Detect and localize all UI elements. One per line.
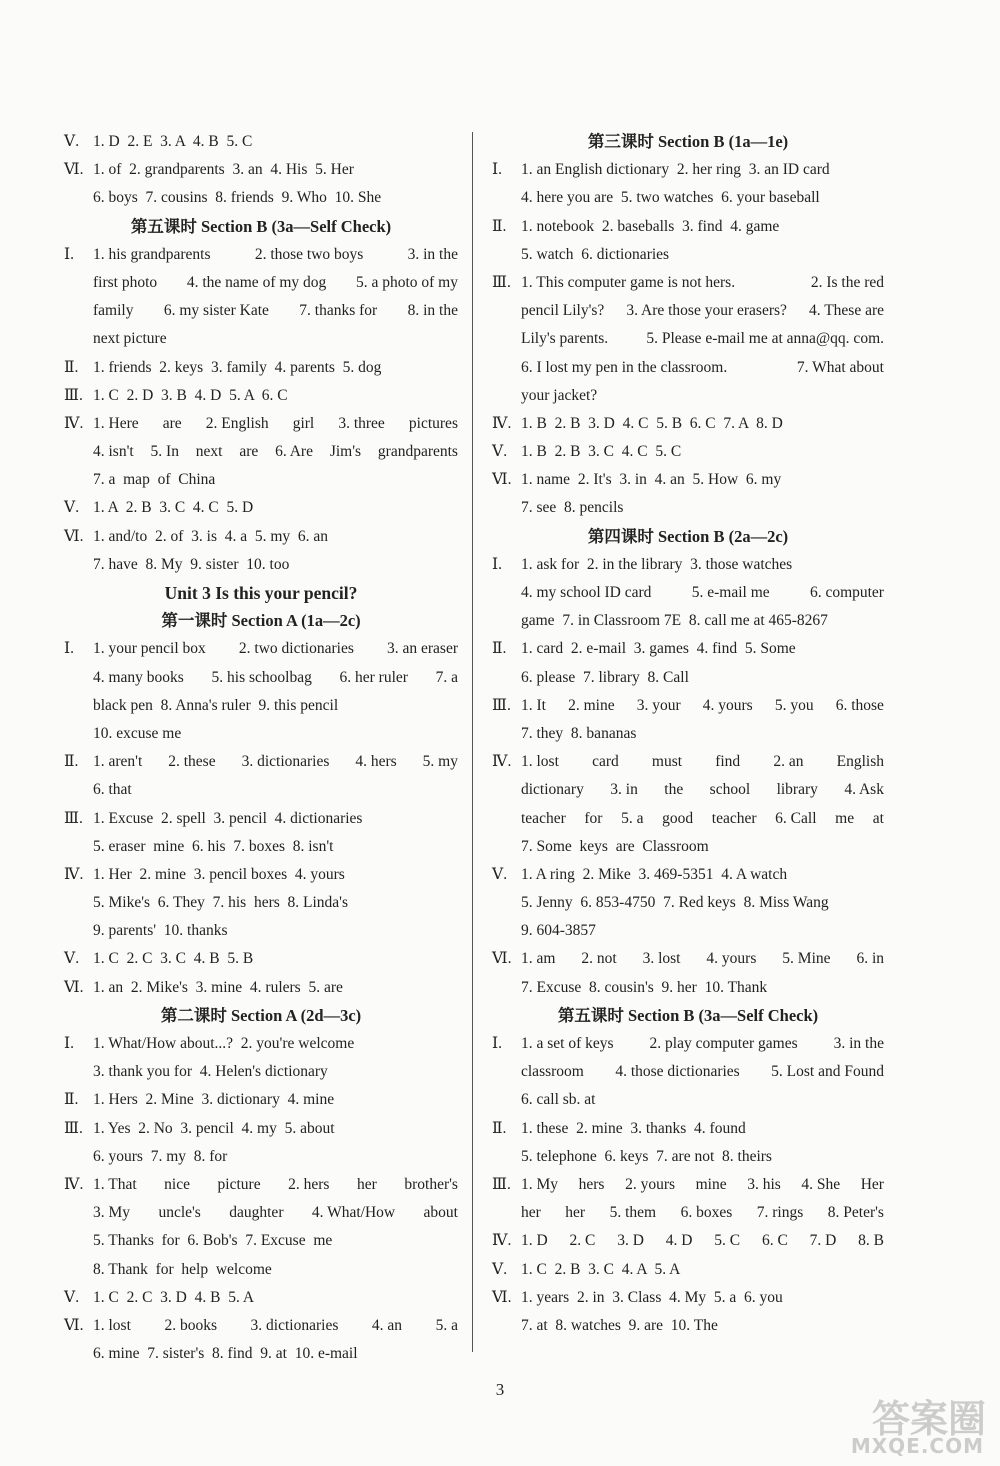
answer-continuation <box>492 720 884 748</box>
answer-continuation <box>492 494 884 522</box>
answer-line <box>64 354 458 382</box>
exercise-number: Ⅵ. <box>64 527 84 545</box>
exercise-number: Ⅰ. <box>492 161 502 179</box>
answer-text: 7. Some keys are Classroom <box>521 837 709 855</box>
exercise-number: Ⅲ. <box>64 1119 83 1137</box>
answer-continuation <box>64 297 458 325</box>
answer-line <box>492 635 884 663</box>
answer-text: dictionary 3. in the school library 4. Ask <box>521 781 884 799</box>
answer-continuation <box>64 325 458 353</box>
lesson-heading: 第四课时 Section B (2a—2c) <box>587 526 789 546</box>
answer-text: 1. your pencil box 2. two dictionaries 3. an eraser <box>93 640 458 658</box>
answer-continuation <box>64 833 458 861</box>
answer-text: 1. these 2. mine 3. thanks 4. found <box>521 1119 746 1137</box>
answer-continuation <box>64 720 458 748</box>
answer-line <box>64 805 458 833</box>
answer-text: 1. D 2. E 3. A 4. B 5. C <box>93 133 253 150</box>
answer-text: 7. a map of China <box>93 471 216 489</box>
answer-line <box>492 945 884 973</box>
answer-text: her her 5. them 6. boxes 7. rings 8. Peter's <box>521 1204 884 1222</box>
exercise-number: Ⅴ. <box>492 1260 508 1278</box>
answer-line <box>492 1284 884 1312</box>
exercise-number: Ⅵ. <box>64 161 84 179</box>
answer-text: 6. yours 7. my 8. for <box>93 1147 228 1165</box>
answer-continuation <box>492 1312 884 1340</box>
exercise-number: Ⅵ. <box>64 1316 84 1334</box>
answer-line <box>64 523 458 551</box>
answer-continuation <box>64 889 458 917</box>
answer-text: 1. lost 2. books 3. dictionaries 4. an 5. a <box>93 1316 458 1334</box>
answer-text: 1. his grandparents 2. those two boys 3. in the <box>93 245 458 263</box>
column-divider <box>472 132 473 1352</box>
exercise-number: Ⅳ. <box>64 865 84 883</box>
answer-line <box>64 748 458 776</box>
exercise-number: Ⅱ. <box>492 217 507 235</box>
answer-text: 6. that <box>93 781 132 799</box>
answer-text: 7. see 8. pencils <box>521 499 624 517</box>
answer-text: 3. thank you for 4. Helen's dictionary <box>93 1063 328 1081</box>
answer-text: 1. lost card must find 2. an English <box>521 753 884 771</box>
answer-continuation <box>64 1199 458 1227</box>
answer-line <box>492 551 884 579</box>
answer-text: 5. telephone 6. keys 7. are not 8. theirs <box>521 1147 772 1165</box>
answer-line <box>492 269 884 297</box>
answer-line <box>492 861 884 889</box>
unit-title: Unit 3 Is this your pencil? <box>164 583 358 603</box>
answer-text: 1. What/How about...? 2. you're welcome <box>93 1035 355 1052</box>
answer-line <box>64 635 458 663</box>
exercise-number: Ⅰ. <box>492 555 502 573</box>
answer-continuation <box>64 776 458 804</box>
answer-line <box>64 861 458 889</box>
exercise-number: Ⅴ. <box>64 133 80 150</box>
exercise-number: Ⅳ. <box>64 1175 84 1193</box>
answer-line <box>64 494 458 522</box>
answer-line <box>64 128 458 156</box>
answer-continuation <box>492 776 884 804</box>
answer-continuation <box>64 184 458 212</box>
answer-text: 7. they 8. bananas <box>521 724 637 742</box>
answer-text: 1. B 2. B 3. D 4. C 5. B 6. C 7. A 8. D <box>521 414 783 432</box>
answer-continuation <box>64 466 458 494</box>
answer-text: 5. Thanks for 6. Bob's 7. Excuse me <box>93 1232 333 1250</box>
answer-line <box>492 1030 884 1058</box>
answer-text: 1. a set of keys 2. play computer games 3. in the <box>521 1035 884 1052</box>
exercise-number: Ⅴ. <box>64 499 80 517</box>
answer-text: 1. Here are 2. English girl 3. three pictures <box>93 414 458 432</box>
answer-line <box>492 438 884 466</box>
answer-continuation <box>492 1086 884 1114</box>
answer-continuation <box>64 1340 458 1368</box>
answer-line <box>492 748 884 776</box>
exercise-number: Ⅰ. <box>64 245 74 263</box>
exercise-number: Ⅳ. <box>64 414 84 432</box>
answer-continuation <box>492 889 884 917</box>
answer-line <box>492 1227 884 1255</box>
answer-continuation <box>492 974 884 1002</box>
answer-text: 5. watch 6. dictionaries <box>521 245 670 263</box>
exercise-number: Ⅵ. <box>64 978 84 996</box>
answer-text: 7. have 8. My 9. sister 10. too <box>93 555 290 573</box>
answer-line <box>64 410 458 438</box>
answer-text: 1. ask for 2. in the library 3. those watches <box>521 555 793 573</box>
exercise-number: Ⅱ. <box>64 753 79 771</box>
exercise-number: Ⅵ. <box>492 1288 512 1306</box>
watermark-url: MXQE.COM <box>850 1434 984 1458</box>
answer-continuation <box>64 1143 458 1171</box>
answer-continuation <box>492 1143 884 1171</box>
exercise-number: Ⅳ. <box>492 1232 512 1250</box>
answer-text: 5. eraser mine 6. his 7. boxes 8. isn't <box>93 837 334 855</box>
answer-continuation <box>492 579 884 607</box>
answer-continuation <box>492 354 884 382</box>
exercise-number: Ⅳ. <box>492 414 512 432</box>
exercise-number: Ⅰ. <box>492 1035 502 1052</box>
answer-line <box>64 974 458 1002</box>
exercise-number: Ⅱ. <box>64 358 79 376</box>
lesson-heading: 第一课时 Section A (1a—2c) <box>161 611 361 631</box>
answer-text: game 7. in Classroom 7E 8. call me at 465-8267 <box>521 612 828 630</box>
answer-line <box>492 692 884 720</box>
answer-continuation <box>64 551 458 579</box>
answer-text: 1. A 2. B 3. C 4. C 5. D <box>93 499 254 517</box>
answer-continuation <box>492 184 884 212</box>
answer-text: first photo 4. the name of my dog 5. a photo of my <box>93 273 458 291</box>
answer-continuation <box>492 664 884 692</box>
answer-text: 1. am 2. not 3. lost 4. yours 5. Mine 6. in <box>521 950 884 968</box>
answer-text: pencil Lily's? 3. Are those your erasers? 4. These are <box>521 302 884 320</box>
answer-text: black pen 8. Anna's ruler 9. this pencil <box>93 696 339 714</box>
answer-line <box>64 1171 458 1199</box>
answer-text: Lily's parents. 5. Please e-mail me at anna@qq. com. <box>521 330 884 348</box>
exercise-number: Ⅲ. <box>492 1175 511 1193</box>
exercise-number: Ⅵ. <box>492 950 512 968</box>
answer-text: 4. many books 5. his schoolbag 6. her ruler 7. a <box>93 668 458 686</box>
answer-text: 6. boys 7. cousins 8. friends 9. Who 10. She <box>93 189 382 207</box>
lesson-heading: 第三课时 Section B (1a—1e) <box>587 132 789 151</box>
answer-text: 1. of 2. grandparents 3. an 4. His 5. Her <box>93 161 354 179</box>
answer-text: classroom 4. those dictionaries 5. Lost and Found <box>521 1063 884 1081</box>
answer-line <box>492 1256 884 1284</box>
answer-text: 10. excuse me <box>93 724 182 742</box>
answer-text: 6. mine 7. sister's 8. find 9. at 10. e-mail <box>93 1345 358 1363</box>
answer-text: 1. C 2. C 3. D 4. B 5. A <box>93 1288 255 1306</box>
answer-text: 1. C 2. B 3. C 4. A 5. A <box>521 1260 681 1278</box>
answer-text: 1. Her 2. mine 3. pencil boxes 4. yours <box>93 865 345 883</box>
exercise-number: Ⅲ. <box>492 696 511 714</box>
answer-text: 7. at 8. watches 9. are 10. The <box>521 1316 718 1334</box>
exercise-number: Ⅱ. <box>64 1091 79 1109</box>
answer-continuation <box>64 438 458 466</box>
exercise-number: Ⅱ. <box>492 640 507 658</box>
answer-text: family 6. my sister Kate 7. thanks for 8. in the <box>93 302 458 320</box>
answer-continuation <box>492 297 884 325</box>
exercise-number: Ⅱ. <box>492 1119 507 1137</box>
answer-text: 6. I lost my pen in the classroom. 7. What about <box>521 358 884 376</box>
answer-text: 1. an English dictionary 2. her ring 3. an ID card <box>521 161 830 179</box>
page-number: 3 <box>495 1380 505 1399</box>
watermark-logo <box>836 1388 986 1458</box>
answer-text: 1. Excuse 2. spell 3. pencil 4. dictionaries <box>93 809 363 827</box>
exercise-number: Ⅴ. <box>64 1288 80 1306</box>
answer-line <box>64 241 458 269</box>
answer-continuation <box>492 833 884 861</box>
exercise-number: Ⅴ. <box>492 443 508 461</box>
answer-continuation <box>492 1199 884 1227</box>
answer-line <box>64 1284 458 1312</box>
answer-text: your jacket? <box>521 386 598 404</box>
answer-text: 4. my school ID card 5. e-mail me 6. computer <box>521 584 884 601</box>
answer-line <box>492 466 884 494</box>
answer-line <box>64 156 458 184</box>
lesson-heading: 第五课时 Section B (3a—Self Check) <box>557 1005 819 1025</box>
exercise-number: Ⅰ. <box>64 1035 74 1052</box>
answer-line <box>492 1171 884 1199</box>
answer-text: 1. B 2. B 3. C 4. C 5. C <box>521 443 682 461</box>
answer-continuation <box>492 1058 884 1086</box>
answer-text: 1. My hers 2. yours mine 3. his 4. She Her <box>521 1175 884 1193</box>
answer-text: teacher for 5. a good teacher 6. Call me at <box>521 809 884 827</box>
answer-line <box>64 382 458 410</box>
answer-text: 1. name 2. It's 3. in 4. an 5. How 6. my <box>521 471 782 489</box>
answer-text: 1. D 2. C 3. D 4. D 5. C 6. C 7. D 8. B <box>521 1232 884 1250</box>
lesson-heading: 第二课时 Section A (2d—3c) <box>160 1005 362 1025</box>
answer-line <box>492 1115 884 1143</box>
answer-text: 1. It 2. mine 3. your 4. yours 5. you 6. those <box>521 696 884 714</box>
answer-text: 1. Hers 2. Mine 3. dictionary 4. mine <box>93 1091 335 1109</box>
left-column <box>64 128 458 1368</box>
answer-text: 3. My uncle's daughter 4. What/How about <box>93 1204 458 1222</box>
answer-text: 5. Jenny 6. 853-4750 7. Red keys 8. Miss Wang <box>521 894 829 912</box>
answer-text: 5. Mike's 6. They 7. his hers 8. Linda's <box>93 894 349 912</box>
exercise-number: Ⅴ. <box>64 950 80 968</box>
answer-text: 4. isn't 5. In next are 6. Are Jim's grandparents <box>93 443 458 461</box>
answer-line <box>64 1086 458 1114</box>
answer-continuation <box>64 664 458 692</box>
lesson-heading: 第五课时 Section B (3a—Self Check) <box>130 216 392 236</box>
exercise-number: Ⅳ. <box>492 753 512 771</box>
answer-continuation <box>64 1256 458 1284</box>
answer-text: 1. C 2. D 3. B 4. D 5. A 6. C <box>93 386 288 404</box>
answer-text: 1. friends 2. keys 3. family 4. parents 5. dog <box>93 358 382 376</box>
answer-text: 1. aren't 2. these 3. dictionaries 4. hers 5. my <box>93 753 458 771</box>
answer-continuation <box>492 382 884 410</box>
answer-text: 1. years 2. in 3. Class 4. My 5. a 6. you <box>521 1288 783 1306</box>
answer-text: 1. C 2. C 3. C 4. B 5. B <box>93 950 254 968</box>
answer-text: 1. That nice picture 2. hers her brother's <box>93 1175 458 1193</box>
exercise-number: Ⅲ. <box>64 809 83 827</box>
answer-continuation <box>64 1058 458 1086</box>
answer-text: 1. and/to 2. of 3. is 4. a 5. my 6. an <box>93 527 329 545</box>
answer-line <box>64 1115 458 1143</box>
answer-continuation <box>64 917 458 945</box>
watermark-text: 答案圈 <box>871 1397 986 1441</box>
answer-line <box>64 1030 458 1058</box>
answer-line <box>492 213 884 241</box>
answer-text: 1. card 2. e-mail 3. games 4. find 5. Some <box>521 640 796 658</box>
answer-continuation <box>64 269 458 297</box>
answer-line <box>492 156 884 184</box>
answer-continuation <box>492 325 884 353</box>
answer-text: 1. notebook 2. baseballs 3. find 4. game <box>521 217 780 235</box>
exercise-number: Ⅴ. <box>492 865 508 883</box>
answer-continuation <box>492 241 884 269</box>
exercise-number: Ⅲ. <box>64 386 83 404</box>
answer-line <box>64 945 458 973</box>
answer-text: 8. Thank for help welcome <box>93 1260 272 1278</box>
answer-continuation <box>492 607 884 635</box>
answer-text: next picture <box>93 330 167 348</box>
exercise-number: Ⅰ. <box>64 640 74 658</box>
answer-line <box>64 1312 458 1340</box>
answer-text: 1. an 2. Mike's 3. mine 4. rulers 5. are <box>93 978 343 996</box>
answer-text: 6. please 7. library 8. Call <box>521 668 689 686</box>
answer-line <box>492 410 884 438</box>
answer-continuation <box>492 805 884 833</box>
answer-text: 1. This computer game is not hers. 2. Is the red <box>521 273 884 291</box>
answer-continuation <box>64 692 458 720</box>
answer-continuation <box>492 917 884 945</box>
answer-continuation <box>64 1227 458 1255</box>
answer-text: 9. 604-3857 <box>521 922 596 940</box>
answer-text: 1. Yes 2. No 3. pencil 4. my 5. about <box>93 1119 335 1137</box>
answer-text: 4. here you are 5. two watches 6. your baseball <box>521 189 820 207</box>
answer-text: 6. call sb. at <box>521 1091 596 1109</box>
answer-text: 7. Excuse 8. cousin's 9. her 10. Thank <box>521 978 768 996</box>
answer-text: 1. A ring 2. Mike 3. 469-5351 4. A watch <box>521 865 788 883</box>
exercise-number: Ⅵ. <box>492 471 512 489</box>
answer-text: 9. parents' 10. thanks <box>93 922 228 940</box>
right-column <box>492 128 884 1340</box>
exercise-number: Ⅲ. <box>492 273 511 291</box>
